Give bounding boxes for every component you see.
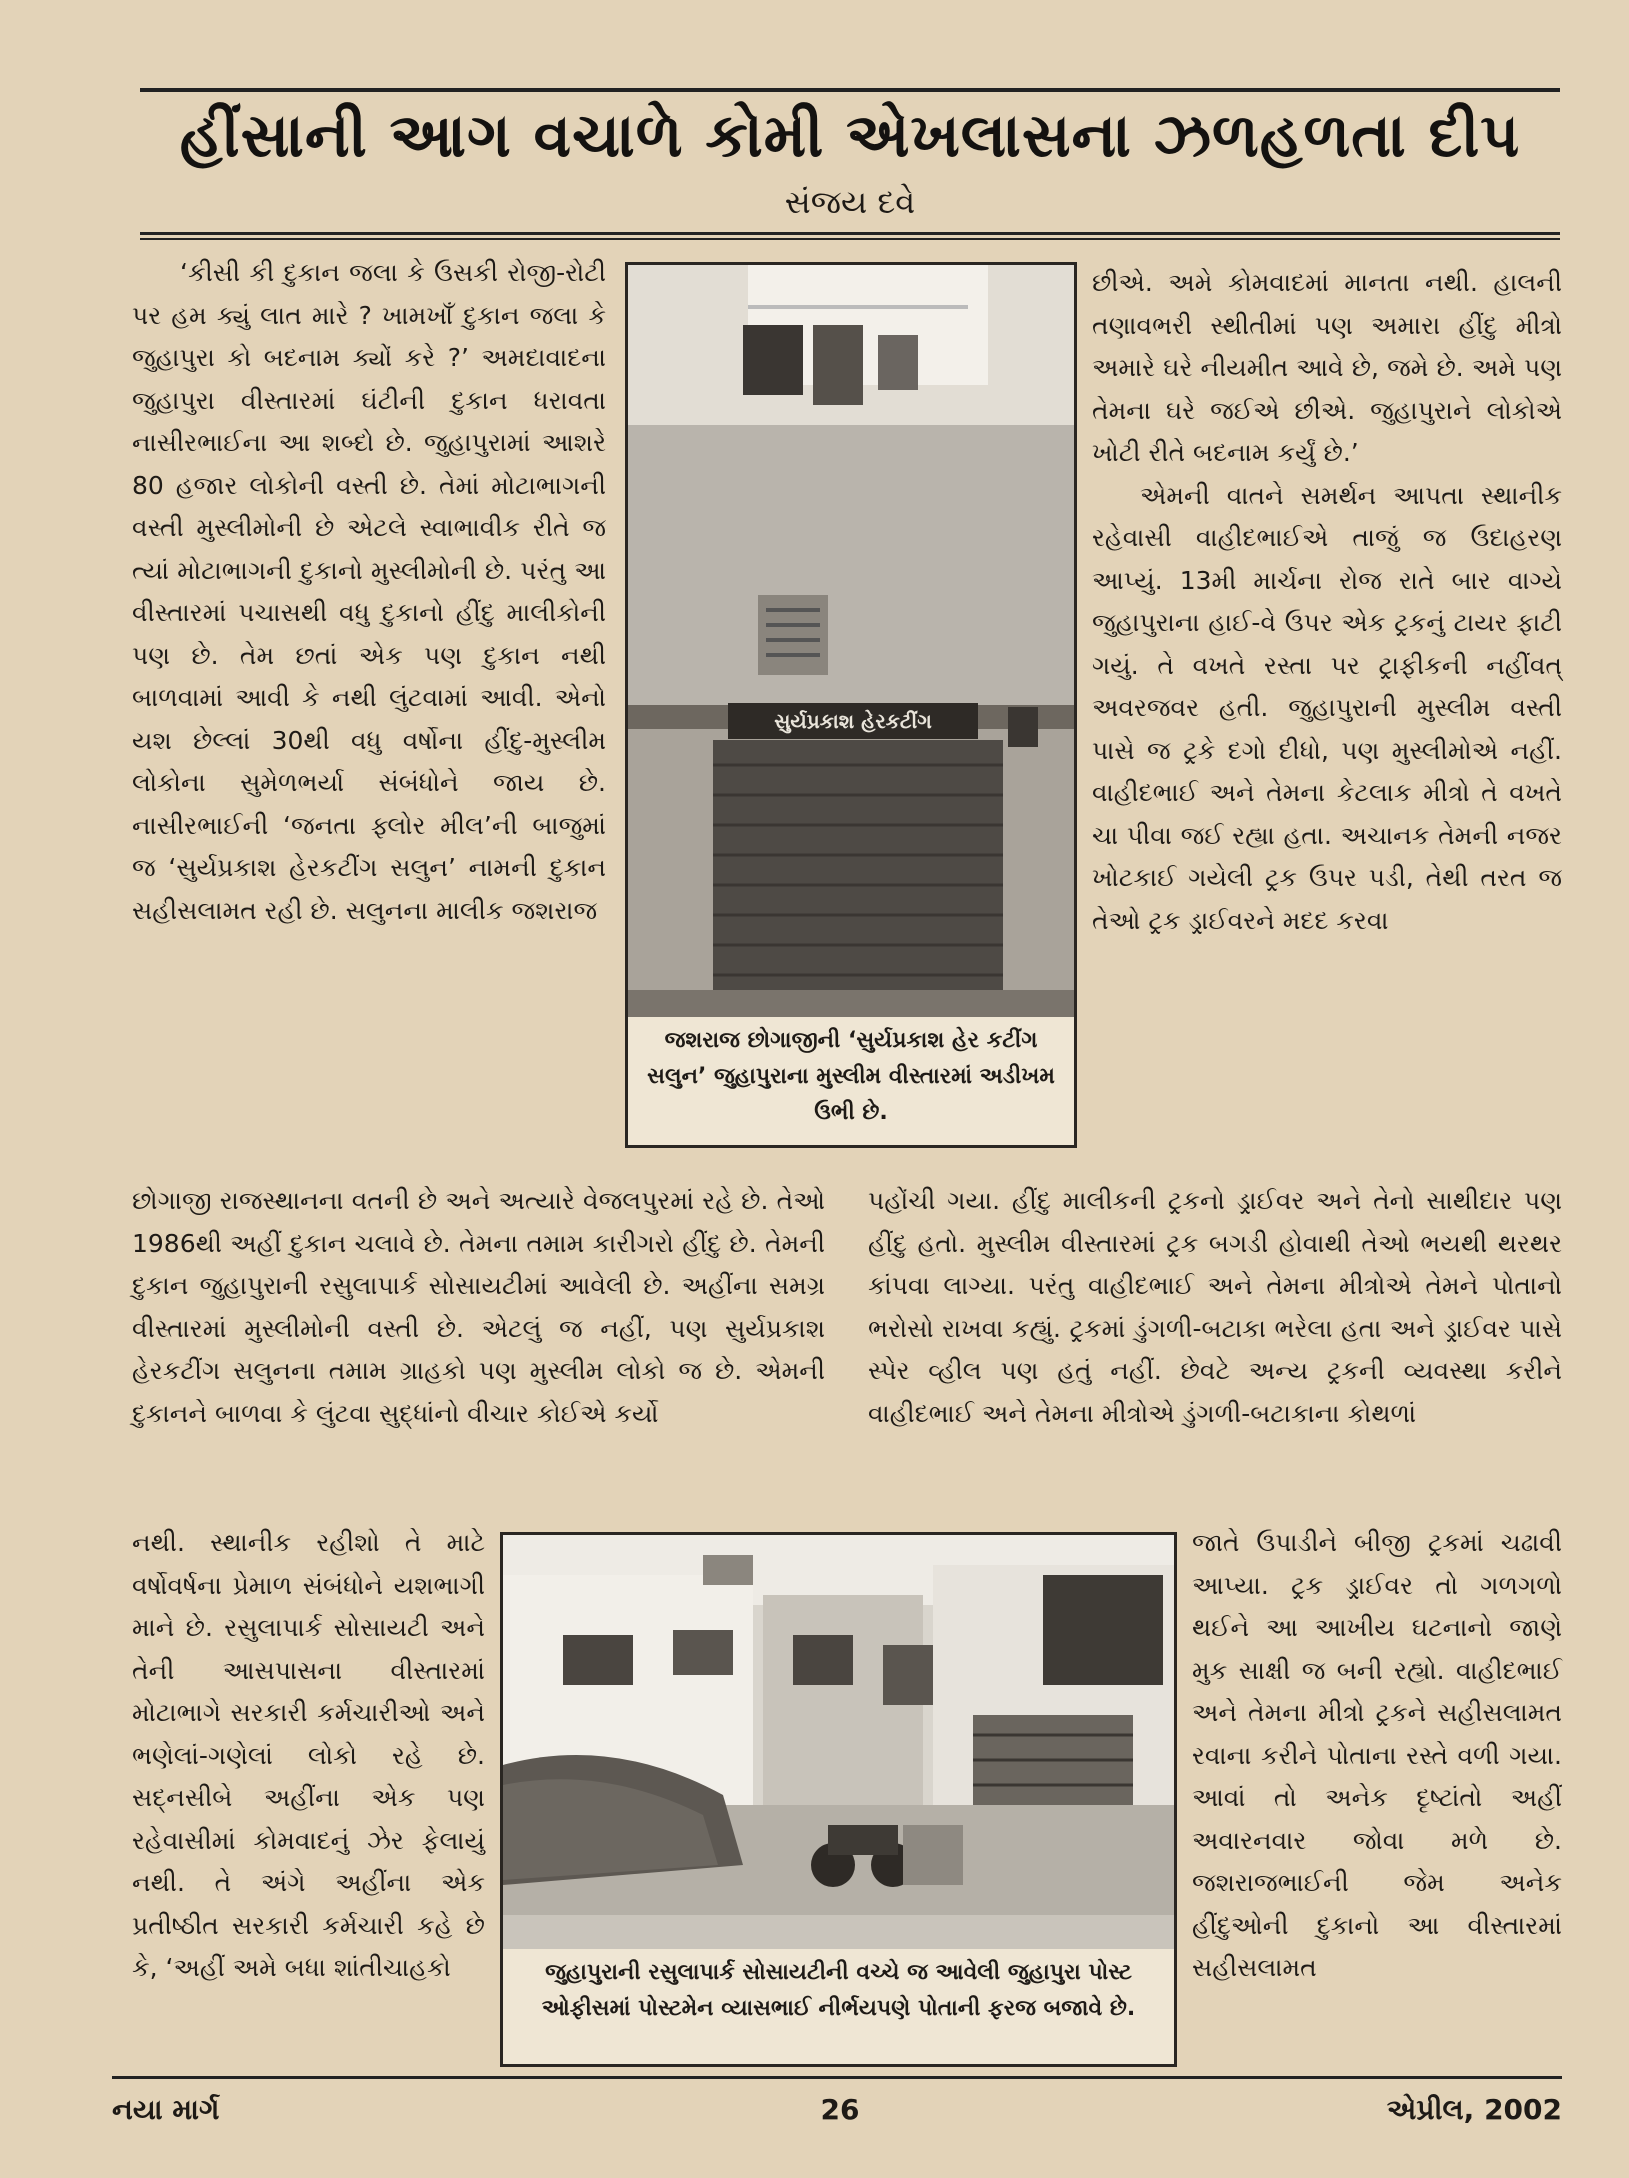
issue-date: એપ્રીલ, 2002: [1386, 2093, 1562, 2126]
column-right-middle: [868, 1180, 1562, 1530]
magazine-name: નયા માર્ગ: [112, 2093, 220, 2126]
paragraph: નથી. સ્થાનીક રહીશો તે માટે વર્ષોવર્ષના પ્રેમાળ સંબંધોને યશભાગી માને છે. રસુલાપાર્ક સોસાયટી અને તેની આસપાસના વીસ્તારમાં મોટાભાગે સરકારી કર્મચારીઓ અને ભણેલાં-ગણેલાં લોકો રહે છે. સદ્નસીબે અહીંના એક પણ રહેવાસીમાં કોમવાદનું ઝેર ફેલાયું નથી. તે અંગે અહીંના એક પ્રતીષ્ઠીત સરકારી કર્મચારી કહે છે કે, ‘અહીં અમે બધા શાંતીચાહકો: [132, 1528, 485, 1982]
post-office-photo-caption: જુહાપુરાની રસુલાપાર્ક સોસાયટીની વચ્ચે જ આવેલી જુહાપુરા પોસ્ટ ઓફીસમાં પોસ્ટમેન વ્યાસભાઈ નીર્ભયપણે પોતાની ફરજ બજાવે છે.: [500, 1949, 1177, 2067]
column-left-bottom: [132, 1522, 485, 2082]
paragraph: છોગાજી રાજસ્થાનના વતની છે અને અત્યારે વેજલપુરમાં રહે છે. તેઓ 1986થી અહીં દુકાન ચલાવે છે. તેમના તમામ કારીગરો હીંદુ છે. તેમની દુકાન જુહાપુરાની રસુલાપાર્ક સોસાયટીમાં આવેલી છે. અહીંના સમગ્ર વીસ્તારમાં મુસ્લીમોની વસ્તી છે. એટલું જ નહીં, પણ સુર્યપ્રકાશ હેરકટીંગ સલુનના તમામ ગ્રાહકો પણ મુસ્લીમ લોકો જ છે. એમની દુકાનને બાળવા કે લુંટવા સુદ્ધાંનો વીચાર કોઈએ કર્યો: [132, 1186, 825, 1428]
paragraph: પહોંચી ગયા. હીંદુ માલીકની ટ્રકનો ડ્રાઈવર અને તેનો સાથીદાર પણ હીંદુ હતો. મુસ્લીમ વીસ્તારમાં ટ્રક બગડી હોવાથી તેઓ ભયથી થરથર કાંપવા લાગ્યા. પરંતુ વાહીદભાઈ અને તેમના મીત્રોએ તેમને પોતાનો ભરોસો રાખવા કહ્યું. ટ્રકમાં ડુંગળી-બટાકા ભરેલા હતા અને ડ્રાઈવર પાસે સ્પેર વ્હીલ પણ હતું નહીં. છેવટે અન્ય ટ્રકની વ્યવસ્થા કરીને વાહીદભાઈ અને તેમના મીત્રોએ ડુંગળી-બટાકાના કોથળાં: [868, 1186, 1562, 1428]
byline-rule: [140, 232, 1560, 235]
byline-rule-thin: [140, 238, 1560, 240]
paragraph: જાતે ઉપાડીને બીજી ટ્રકમાં ચઢાવી આપ્યા. ટ્રક ડ્રાઈવર તો ગળગળો થઈને આ આખીય ઘટનાનો જાણે મુક સાક્ષી જ બની રહ્યો. વાહીદભાઈ અને તેમના મીત્રો ટ્રકને સહીસલામત રવાના કરીને પોતાના રસ્તે વળી ગયા. આવાં તો અનેક દૃષ્ટાંતો અહીં અવારનવાર જોવા મળે છે. જશરાજભાઈની જેમ અનેક હીંદુઓની દુકાનો આ વીસ્તારમાં સહીસલામત: [1192, 1528, 1562, 1982]
column-right-top: [1092, 262, 1562, 1170]
column-left-top: [132, 252, 606, 1170]
shop-sign-text: સુર્યપ્રકાશ હેરકટીંગ: [774, 709, 932, 733]
column-left-middle: [132, 1180, 825, 1530]
salon-photo: [625, 262, 1077, 1020]
salon-photo-caption: જશરાજ છોગાજીની ‘સુર્યપ્રકાશ હેર કટીંગ સલુન’ જુહાપુરાના મુસ્લીમ વીસ્તારમાં અડીખમ ઉભી છે.: [625, 1017, 1077, 1148]
footer-rule: [112, 2076, 1562, 2079]
page-number: 26: [820, 2093, 860, 2126]
salon-photo-image: [628, 265, 1074, 1017]
paragraph: છીએ. અમે કોમવાદમાં માનતા નથી. હાલની તણાવભરી સ્થીતીમાં પણ અમારા હીંદુ મીત્રો અમારે ઘરે નીયમીત આવે છે, જમે છે. અમે પણ તેમના ઘરે જઈએ છીએ. જુહાપુરાને લોકોએ ખોટી રીતે બદનામ કર્યું છે.’: [1092, 268, 1562, 467]
paragraph: એમની વાતને સમર્થન આપતા સ્થાનીક રહેવાસી વાહીદભાઈએ તાજું જ ઉદાહરણ આપ્યું. 13મી માર્ચના રોજ રાતે બાર વાગ્યે જુહાપુરાના હાઈ-વે ઉપર એક ટ્રકનું ટાયર ફાટી ગયું. તે વખતે રસ્તા પર ટ્રાફીકની નહીંવત્ અવરજવર હતી. જુહાપુરાની મુસ્લીમ વસ્તી પાસે જ ટ્રકે દગો દીધો, પણ મુસ્લીમોએ નહીં. વાહીદભાઈ અને તેમના કેટલાક મીત્રો તે વખતે ચા પીવા જઈ રહ્યા હતા. અચાનક તેમની નજર ખોટકાઈ ગયેલી ટ્રક ઉપર પડી, તેથી તરત જ તેઓ ટ્રક ડ્રાઈવરને મદદ કરવા: [1092, 480, 1562, 935]
article-byline: સંજય દવે: [784, 183, 916, 221]
article-title: હીંસાની આગ વચાળે કોમી એખલાસના ઝળહળતા દીપ: [179, 101, 1521, 171]
post-office-photo-image: [503, 1535, 1174, 1949]
post-office-photo: [500, 1532, 1177, 1952]
column-right-bottom: [1192, 1522, 1562, 2082]
paragraph: ‘કીસી કી દુકાન જલા કે ઉસકી રોજી-રોટી પર હમ ક્યું લાત મારે ? ખામખાઁ દુકાન જલા કે જુહાપુરા કો બદનામ ક્યોં કરે ?’ અમદાવાદના જુહાપુરા વીસ્તારમાં ઘંટીની દુકાન ધરાવતા નાસીરભાઈના આ શબ્દો છે. જુહાપુરામાં આશરે 80 હજાર લોકોની વસ્તી છે. તેમાં મોટાભાગની વસ્તી મુસ્લીમોની છે એટલે સ્વાભાવીક રીતે જ ત્યાં મોટાભાગની દુકાનો મુસ્લીમોની છે. પરંતુ આ વીસ્તારમાં પચાસથી વધુ દુકાનો હીંદુ માલીકોની પણ છે. તેમ છતાં એક પણ દુકાન નથી બાળવામાં આવી કે નથી લુંટવામાં આવી. એનો યશ છેલ્લાં 30થી વધુ વર્ષોના હીંદુ-મુસ્લીમ લોકોના સુમેળભર્યા સંબંધોને જાય છે. નાસીરભાઈની ‘જનતા ફ્લોર મીલ’ની બાજુમાં જ ‘સુર્યપ્રકાશ હેરકટીંગ સલુન’ નામની દુકાન સહીસલામત રહી છે. સલુનના માલીક જશરાજ: [132, 258, 606, 925]
